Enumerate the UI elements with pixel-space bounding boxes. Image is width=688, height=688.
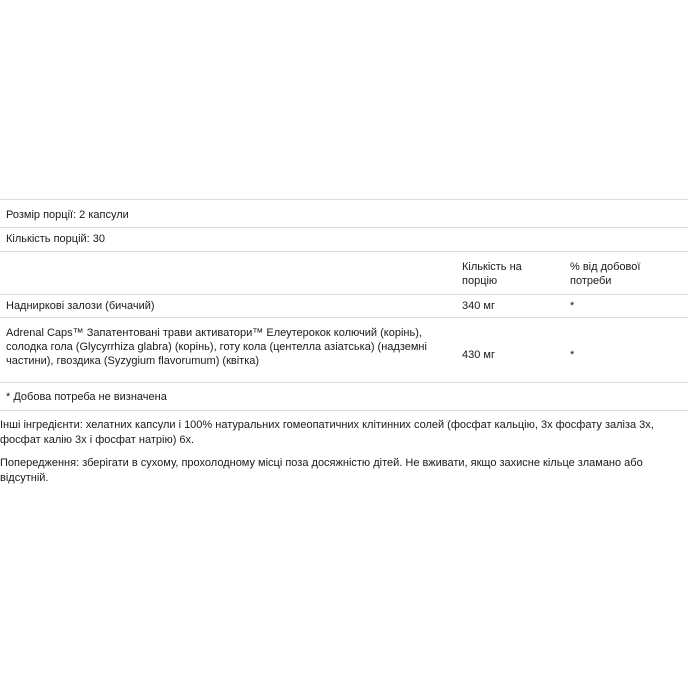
supplement-facts-table xyxy=(0,199,688,411)
amount-column-header: Кількість на порцію xyxy=(462,261,522,287)
footnote-text: * Добова потреба не визначена xyxy=(6,391,167,403)
table-header-row xyxy=(0,251,688,294)
ingredient-daily-value: * xyxy=(570,349,575,361)
serving-size-text: Розмір порції: 2 капсули xyxy=(6,209,129,221)
table-row xyxy=(0,317,688,382)
ingredient-daily-value: * xyxy=(570,300,575,312)
ingredient-name: Adrenal Caps™ Запатентовані трави активатори™ Елеутерокок колючий (корінь), солодка гола (Glycyrrhiza glabra) (корінь), готу кола (центелла азіатська) (надземні частини), гвоздика (Syzygium flavorumum) (квітка) xyxy=(6,327,427,367)
footnote-row xyxy=(0,382,688,411)
daily-value-column-header: % від добової потреби xyxy=(570,261,641,287)
table-row xyxy=(0,294,688,317)
ingredient-amount: 430 мг xyxy=(462,349,495,361)
servings-count-text: Кількість порцій: 30 xyxy=(6,233,106,245)
other-ingredients-text: Інші інгредієнти: хелатних капсули і 100% натуральних гомеопатичних клітинних солей (фосфат кальцію, 3x фосфату заліза 3x, фосфат калію 3x і фосфат натрію) 6x. xyxy=(0,419,654,446)
servings-count-row xyxy=(0,227,688,251)
warning-text: Попередження: зберігати в сухому, прохолодному місці поза досяжністю дітей. Не вживати, якщо захисне кільце зламано або відсутній. xyxy=(0,457,643,484)
ingredient-amount: 340 мг xyxy=(462,300,495,312)
serving-size-row xyxy=(0,199,688,227)
ingredient-name: Надниркові залози (бичачий) xyxy=(6,300,155,312)
